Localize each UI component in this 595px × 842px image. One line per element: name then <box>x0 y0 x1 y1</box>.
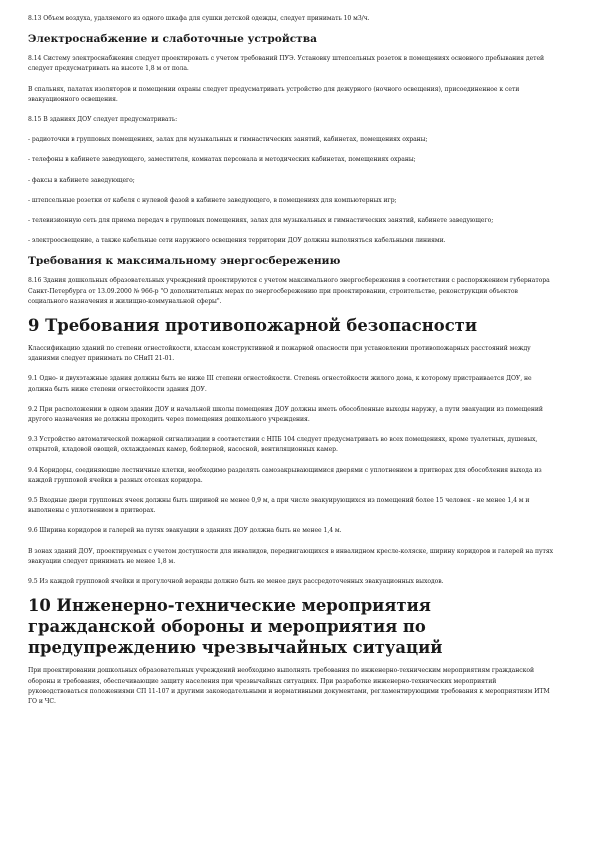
paragraph-9-6-accessibility: В зонах зданий ДОУ, проектируемых с учетом доступности для инвалидов, передвигающихся в инвалидном кресле-коляске, ширину коридоров и галерей на путях эвакуации следует принимать не менее 1,8 м. <box>28 547 553 565</box>
paragraph-9-1: 9.1 Одно- и двухэтажные здания должны быть не ниже III степени огнестойкости. Степень огнестойкости жилого дома, к которому пристраивается ДОУ, не должна быть ниже степени огнестойкости здания ДОУ. <box>28 375 532 393</box>
paragraph-9-2: 9.2 При расположении в одном здании ДОУ и начальной школы помещения ДОУ должны иметь обособленные выходы наружу, а пути эвакуации из помещений другого назначения не должны проходить через помещения дошкольного учреждения. <box>28 405 543 424</box>
paragraph-8-16: 8.16 Здания дошкольных образовательных учреждений проектируются с учетом максимального энергосбережения в соответствии с распоряжением губернатора Санкт-Петербурга от 13.09.2000 № 966-р "О дополнительных мерах по энергосбережению при проектировании, строительстве, реконструкции объектов социального назначения и жилищно-коммунальной сферы". <box>28 277 550 305</box>
paragraph-8-14: 8.14 Систему электроснабжения следует проектировать с учетом требований ПУЭ. Установку штепсельных розеток в помещениях основного пребывания детей следует предусматривать на высоте 1,8 м от пола. <box>28 55 545 73</box>
list-item-sockets: - штепсельные розетки от кабеля с нулевой фазой в кабинете заведующего, в помещениях для компьютерных игр; <box>28 196 397 204</box>
paragraph-9-5: 9.5 Входные двери групповых ячеек должны быть шириной не менее 0,9 м, а при числе эвакуирующихся из помещений более 15 человек - не менее 1,4 м и выполнены с уплотнением в притворах. <box>28 497 530 515</box>
paragraph-night-lighting: В спальнях, палатах изоляторов и помещении охраны следует предусматривать устройство для дежурного (ночного освещения), присоединенное к сети эвакуационного освещения. <box>28 85 520 103</box>
heading-energy-saving: Требования к максимальному энергосбережению <box>28 255 341 268</box>
paragraph-9-intro: Классификацию зданий по степени огнестойкости, классам конструктивной и пожарной опасности при установлении противопожарных расстояний между зданиями следует принимать по СНиП 21-01. <box>28 345 531 363</box>
paragraph-10: При проектировании дошкольных образовательных учреждений необходимо выполнять требования по инженерно-техническим мероприятиям гражданской обороны и требования, обеспечивающие защиту населения при чрезвычайных ситуациях. При разработке инженерно-технических мероприятий руководствоваться положениями СП 11-107 и другими законодательными и нормативными документами, регламентирующими требования к мероприятиям ИТМ ГО и ЧС. <box>28 667 550 705</box>
list-item-phones: - телефоны в кабинете заведующего, заместителя, комнатах персонала и методических кабинетах, помещениях охраны; <box>28 156 416 164</box>
heading-power-supply: Электроснабжение и слаботочные устройства <box>28 33 317 46</box>
paragraph-9-6: 9.6 Ширина коридоров и галерей на путях эвакуации в зданиях ДОУ должна быть не менее 1,4 м. <box>28 527 342 535</box>
paragraph-8-13: 8.13 Объем воздуха, удаляемого из одного шкафа для сушки детской одежды, следует принимать 10 м3/ч. <box>28 15 370 22</box>
paragraph-9-4: 9.4 Коридоры, соединяющие лестничные клетки, необходимо разделять самозакрывающимися дверями с уплотнением в притворах для обособления выхода из каждой групповой ячейки в разных отсеках коридора. <box>28 466 542 484</box>
paragraph-9-5-exits: 9.5 Из каждой групповой ячейки и прогулочной веранды должно быть не менее двух рассредоточенных эвакуационных выходов. <box>28 578 444 586</box>
list-item-fax: - факсы в кабинете заведующего; <box>28 176 135 184</box>
heading-section-9: 9 Требования противопожарной безопасности <box>28 316 477 336</box>
list-item-tv: - телевизионную сеть для приема передач в групповых помещениях, залах для музыкальных и гимнастических занятий, кабинете заведующего; <box>28 217 494 225</box>
list-item-radio: - радиоточки в групповых помещениях, залах для музыкальных и гимнастических занятий, кабинетах, помещениях охраны; <box>28 136 428 144</box>
heading-section-10: 10 Инженерно-технические мероприятия гражданской обороны и мероприятия по предупреждению чрезвычайных ситуаций <box>28 596 443 658</box>
paragraph-8-15: 8.15 В зданиях ДОУ следует предусматривать: <box>28 116 178 124</box>
list-item-lighting: - электроосвещение, а также кабельные сети наружного освещения территории ДОУ должны выполняться кабельными линиями. <box>28 237 446 245</box>
paragraph-9-3: 9.3 Устройство автоматической пожарной сигнализации в соответствии с НПБ 104 следует предусматривать во всех помещениях, кроме туалетных, душевых, открытой, кладовой овощей, охлаждаемых камер, бойлерной, насосной, вентиляционных камер. <box>28 436 538 454</box>
